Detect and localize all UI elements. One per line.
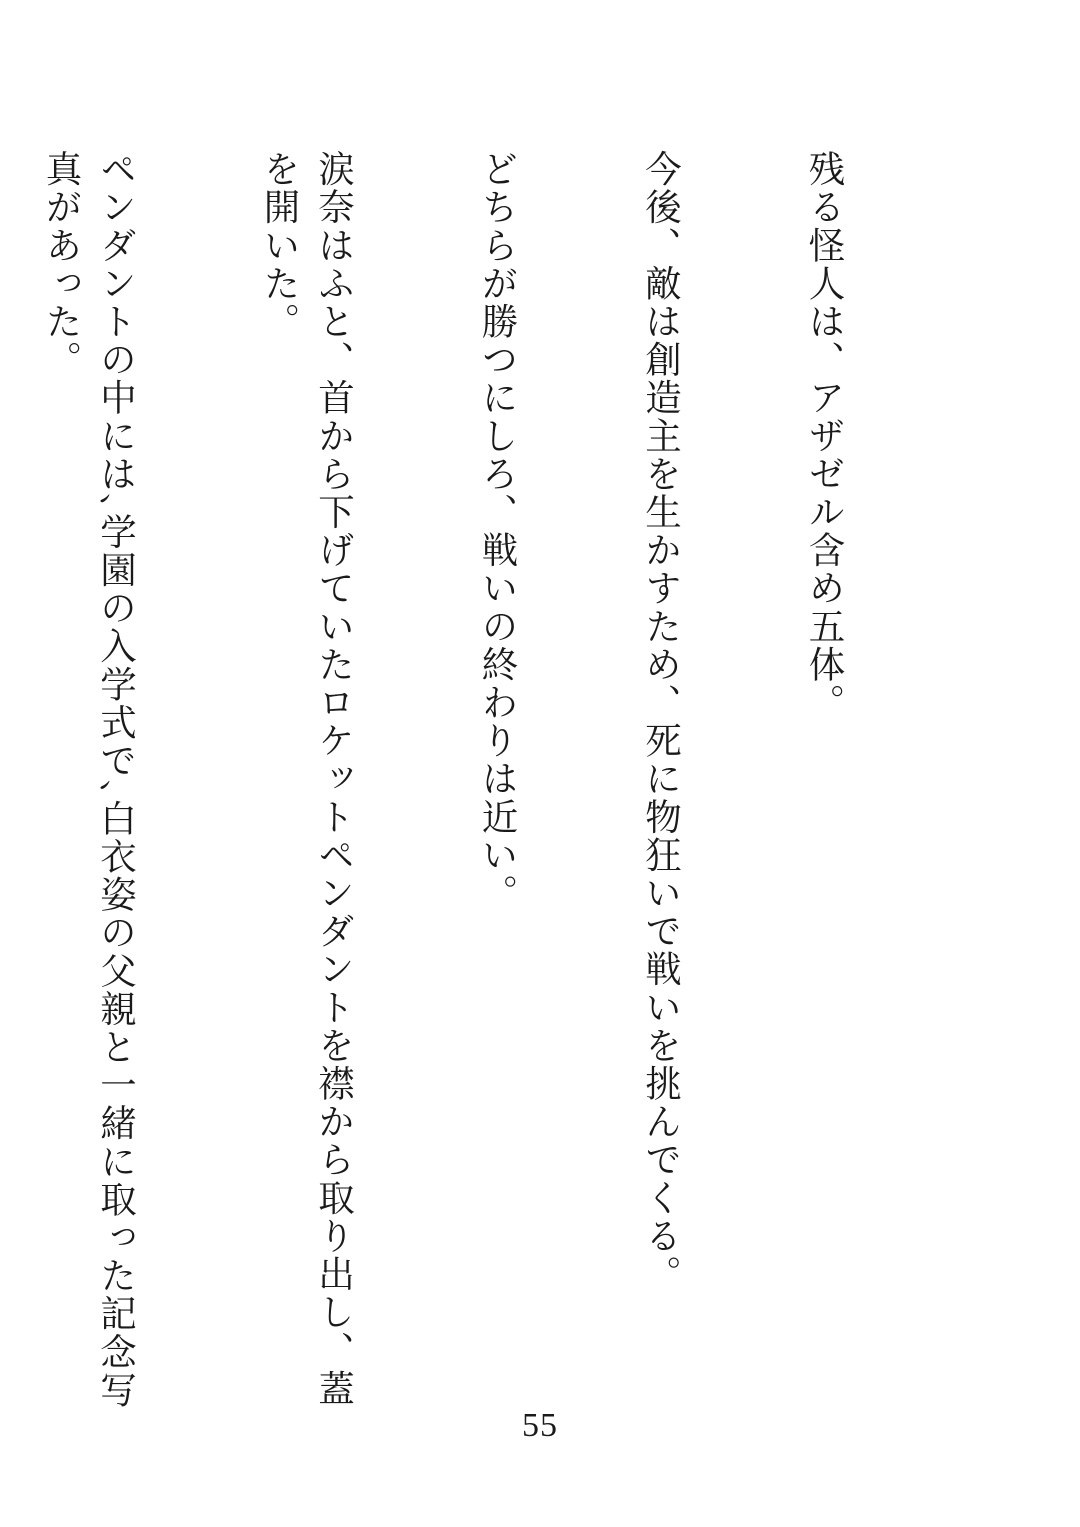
paragraph: 涙奈はふと、首から下げていたロケットペンダントを襟から取り出し、蓋を開いた。 (258, 150, 356, 1408)
paragraph: 残る怪人は、アザゼル含め五体。 (803, 150, 846, 722)
vertical-text-body (40, 150, 960, 1410)
paragraph: ペンダントの中には､学園の入学式で､白衣姿の父親と一緒に取った記念写真があった。 (40, 150, 138, 1409)
paragraph: どちらが勝つにしろ、戦いの終わりは近い。 (476, 150, 519, 912)
page-number: 55 (522, 1407, 558, 1444)
paragraph: 今後、敵は創造主を生かすため、死に物狂いで戦いを挑んでくる。 (639, 150, 683, 1293)
